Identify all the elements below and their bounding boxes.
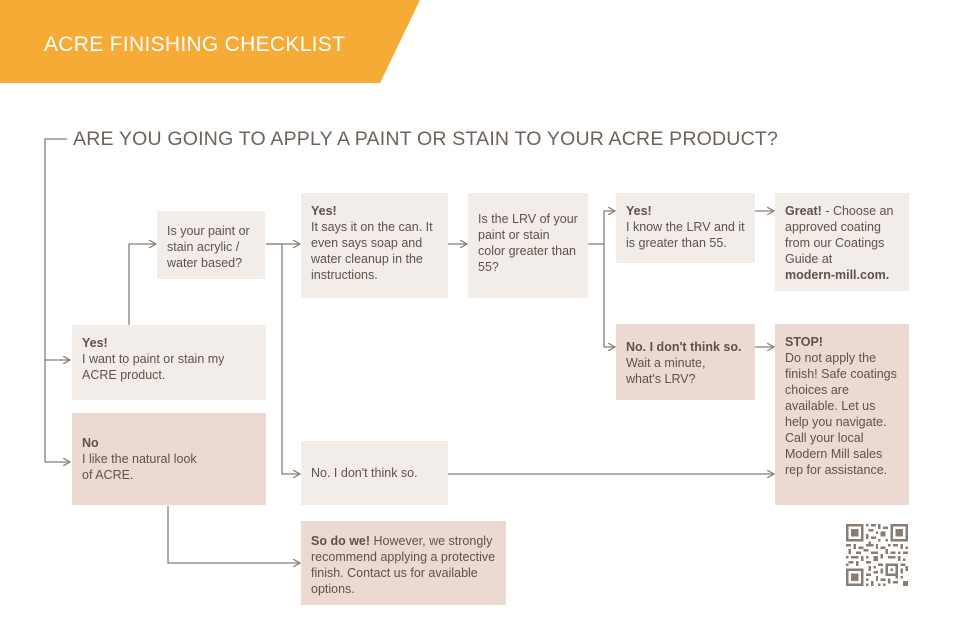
node-acrylic-question: Is your paint or stain acrylic / water based?	[157, 211, 265, 279]
connector-natural-sodowe	[168, 506, 300, 563]
connector-lrv-no	[604, 244, 615, 347]
page-title: ACRE FINISHING CHECKLIST	[44, 33, 346, 56]
connector-question	[45, 139, 67, 462]
node-great: Great! - Choose an approved coating from our Coatings Guide at modern-mill.com.	[775, 193, 909, 291]
node-stop: STOP! Do not apply the finish! Safe coatings choices are available. Let us help you navigate. Call your local Modern Mill sales rep for assistance.	[775, 324, 909, 505]
node-yes-paint: Yes! I want to paint or stain my ACRE product.	[72, 325, 266, 400]
node-yes-can: Yes! It says it on the can. It even says soap and water cleanup in the instructions.	[301, 193, 448, 298]
node-no-natural: No I like the natural look of ACRE.	[72, 413, 266, 505]
node-yes-lrv: Yes! I know the LRV and it is greater than 55.	[616, 193, 755, 263]
node-no-think-acrylic: No. I don't think so.	[301, 441, 448, 505]
node-no-lrv: No. I don't think so. Wait a minute, what's LRV?	[616, 324, 755, 400]
node-lrv-question: Is the LRV of your paint or stain color greater than 55?	[468, 193, 588, 298]
node-so-do-we: So do we! However, we strongly recommend applying a protective finish. Contact us for available options.	[301, 521, 506, 605]
connector-acrylic-no	[266, 244, 300, 474]
coatings-guide-link[interactable]: modern-mill.com.	[785, 268, 890, 282]
connector-yes-acrylic	[129, 244, 156, 325]
connector-lrv-yes	[604, 211, 615, 244]
qr-code-icon[interactable]	[846, 524, 908, 586]
main-question: ARE YOU GOING TO APPLY A PAINT OR STAIN TO YOUR ACRE PRODUCT?	[73, 128, 779, 150]
